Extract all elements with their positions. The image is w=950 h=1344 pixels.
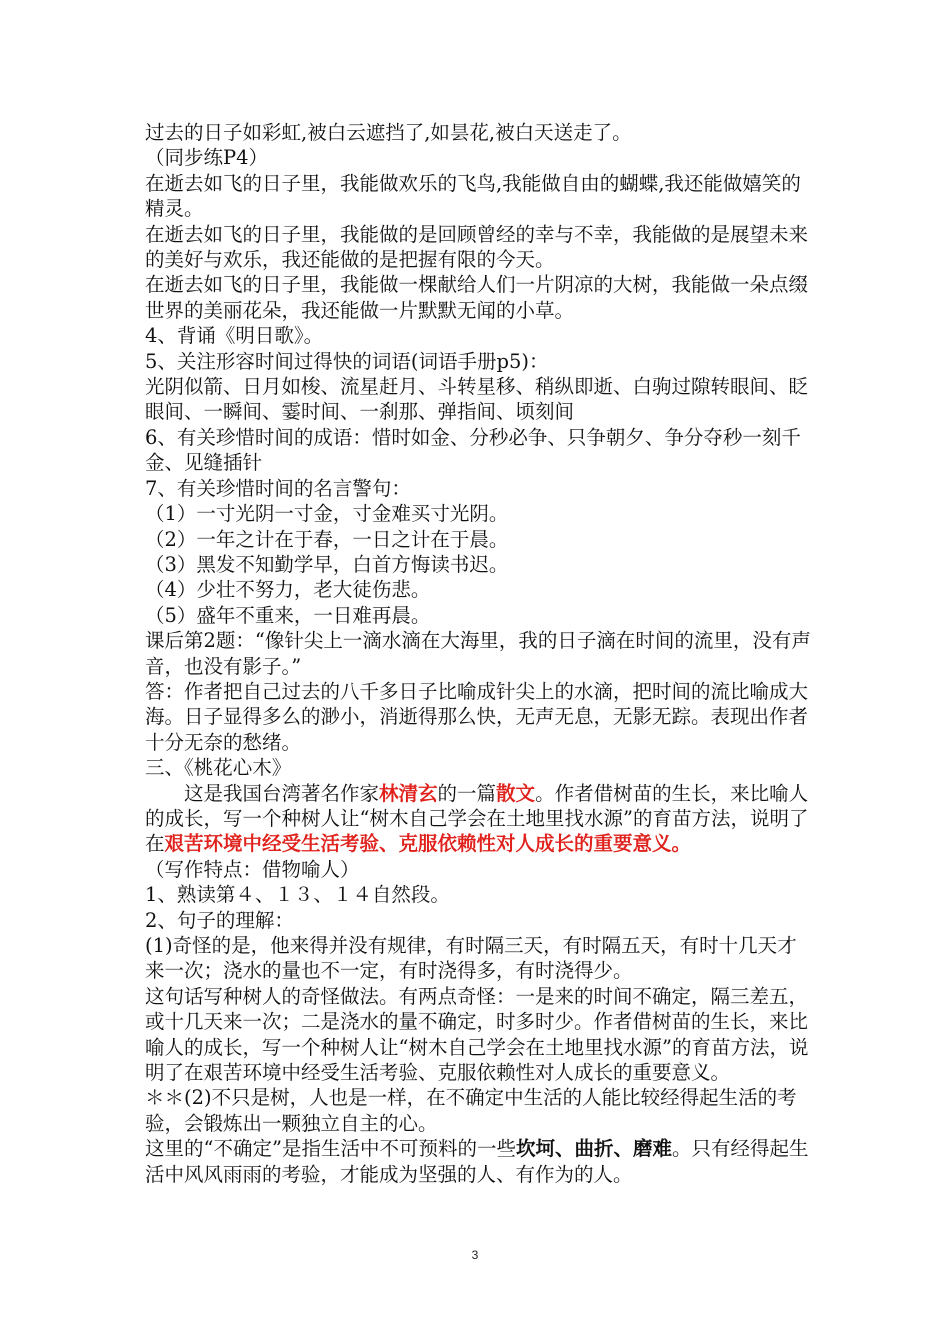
text-line: 2、句子的理解： bbox=[145, 908, 294, 932]
page-number: 3 bbox=[471, 1248, 479, 1262]
text-line: 在逝去如飞的日子里，我能做欢乐的飞鸟,我能做自由的蝴蝶,我还能做嬉笑的精灵。 bbox=[145, 171, 801, 221]
document-body bbox=[145, 120, 815, 1187]
text-line: 过去的日子如彩虹,被白云遮挡了,如昙花,被白天送走了。 bbox=[145, 121, 632, 144]
text-line: （同步练P4） bbox=[145, 146, 269, 170]
intro-paragraph bbox=[145, 781, 815, 857]
text-line: （写作特点：借物喻人） bbox=[145, 857, 360, 881]
intro-text: 这是我国台湾著名作家 bbox=[184, 781, 380, 805]
meaning-highlight: 艰苦环境中经受生活考验、克服依赖性对人成长的重要意义。 bbox=[164, 832, 692, 856]
genre-highlight: 散文 bbox=[496, 781, 536, 805]
quote-item: （4）少壮不努力，老大徒伤悲。 bbox=[145, 578, 431, 602]
text-line: ＊＊(2)不只是树，人也是一样，在不确定中生活的人能比较经得起生活的考验，会锻炼出一颗独立自主的心。 bbox=[145, 1086, 797, 1135]
text-line: 这句话写种树人的奇怪做法。有两点奇怪：一是来的时间不确定，隔三差五，或十几天来一次；二是浇水的量不确定，时多时少。作者借树苗的生长，来比喻人的成长，写一个种树人让“树木自己学会在土地里找水源”的育苗方法，说明了在艰苦环境中经受生活考验、克服依赖性对人成长的重要意义。 bbox=[145, 984, 809, 1085]
quote-item: （3）黑发不知勤学早，白首方悔读书迟。 bbox=[145, 552, 509, 576]
text-line: 1、熟读第４、１３、１４自然段。 bbox=[145, 883, 450, 907]
text-line: 在逝去如飞的日子里，我能做一棵献给人们一片阴凉的大树，我能做一朵点缀世界的美丽花朵，我还能做一片默默无闻的小草。 bbox=[145, 273, 809, 322]
intro-text: 。作者借树苗的生长，来比喻人的成长，写一个种树人让“树木自己学会在土地里找水源”的育苗方法，说明了在 bbox=[145, 781, 809, 856]
quote-item: （1）一寸光阴一寸金，寸金难买寸光阴。 bbox=[145, 502, 509, 526]
text-line: 答：作者把自己过去的八千多日子比喻成针尖上的水滴，把时间的流比喻成大海。日子显得多么的渺小，消逝得那么快，无声无息，无影无踪。表现出作者十分无奈的愁绪。 bbox=[145, 679, 809, 754]
text-span: 。只有经得起生活中风风雨雨的考验，才能成为坚强的人、有作为的人。 bbox=[145, 1137, 809, 1186]
quote-item: （5）盛年不重来，一日难再晨。 bbox=[145, 603, 431, 627]
hardships-bold: 坎坷、曲折、磨难 bbox=[515, 1137, 672, 1161]
text-line: (1)奇怪的是，他来得并没有规律，有时隔三天，有时隔五天，有时十几天才来一次；浇水的量也不一定，有时浇得多，有时浇得少。 bbox=[145, 934, 797, 983]
text-line: 在逝去如飞的日子里，我能做的是回顾曾经的幸与不幸，我能做的是展望未来的美好与欢乐，我还能做的是把握有限的今天。 bbox=[145, 222, 809, 272]
author-highlight: 林清玄 bbox=[379, 781, 438, 805]
text-line bbox=[145, 1136, 815, 1187]
text-line: 5、关注形容时间过得快的词语(词语手册p5)： bbox=[145, 349, 549, 373]
text-span: 这里的“不确定”是指生活中不可预料的一些 bbox=[145, 1137, 516, 1161]
text-line: 光阴似箭、日月如梭、流星赶月、斗转星移、稍纵即逝、白驹过隙转眼间、眨眼间、一瞬间、霎时间、一刹那、弹指间、顷刻间 bbox=[145, 375, 809, 424]
section-heading: 三、《桃花心木》 bbox=[145, 756, 292, 780]
text-line: 4、背诵《明日歌》。 bbox=[145, 324, 324, 348]
text-line: 课后第2题：“像针尖上一滴水滴在大海里，我的日子滴在时间的流里，没有声音，也没有影子。” bbox=[145, 629, 811, 678]
text-line: 7、有关珍惜时间的名言警句： bbox=[145, 476, 411, 500]
text-line: 6、有关珍惜时间的成语：惜时如金、分秒必争、只争朝夕、争分夺秒一刻千金、见缝插针 bbox=[145, 425, 801, 475]
intro-text: 的一篇 bbox=[437, 781, 497, 805]
quote-item: （2）一年之计在于春，一日之计在于晨。 bbox=[145, 527, 509, 551]
